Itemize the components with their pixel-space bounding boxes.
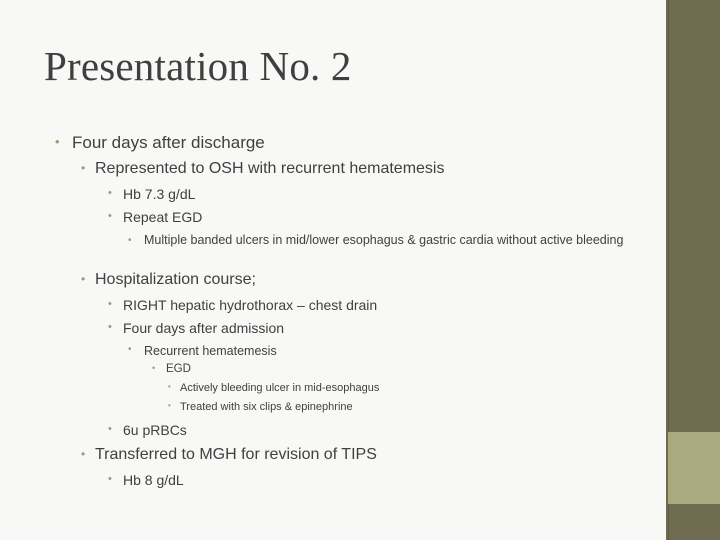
list-item-text: Hb 8 g/dL [123,472,184,488]
list-item [81,271,256,289]
decorative-sidebar-accent [668,432,720,504]
list-item [55,133,265,153]
bullet-icon: • [108,321,112,333]
list-item-text: EGD [166,363,191,375]
bullet-icon: • [168,382,171,391]
list-item-text: Repeat EGD [123,209,203,225]
list-item-text: Represented to OSH with recurrent hematemesis [95,160,445,177]
list-item-text: Transferred to MGH for revision of TIPS [95,446,377,463]
slide-title: Presentation No. 2 [44,43,352,89]
bullet-icon: • [81,272,86,286]
list-item [81,446,377,464]
bullet-icon: • [128,235,132,246]
list-item-text: Four days after admission [123,320,285,336]
list-item [81,160,445,178]
list-item-text: Actively bleeding ulcer in mid-esophagus [180,382,380,394]
bullet-icon: • [81,447,86,461]
list-item [108,320,285,336]
bullet-icon: • [108,298,112,310]
bullet-icon: • [128,344,132,355]
list-item [108,422,187,438]
bullet-icon: • [152,363,156,373]
list-item-text: RIGHT hepatic hydrothorax – chest drain [123,297,378,313]
bullet-icon: • [168,401,171,410]
list-item [168,382,380,394]
list-item [128,233,624,248]
bullet-icon: • [108,210,112,222]
list-item [128,344,277,358]
bullet-icon: • [108,187,112,199]
bullet-icon: • [108,473,112,485]
bullet-icon: • [108,423,112,435]
bullet-icon: • [55,134,60,149]
list-item [108,472,184,488]
list-item-text: Treated with six clips & epinephrine [180,401,353,413]
list-item [108,186,196,202]
list-item-text: Four days after discharge [72,133,265,152]
list-item [168,401,353,413]
list-item [152,363,191,375]
bullet-icon: • [81,161,86,175]
list-item-text: 6u pRBCs [123,422,187,438]
list-item-text: Hb 7.3 g/dL [123,186,196,202]
list-item-text: Multiple banded ulcers in mid/lower esophagus & gastric cardia without active bleeding [144,233,624,247]
list-item-text: Hospitalization course; [95,271,256,288]
list-item [108,297,378,313]
list-item [108,209,203,225]
list-item-text: Recurrent hematemesis [144,344,277,358]
